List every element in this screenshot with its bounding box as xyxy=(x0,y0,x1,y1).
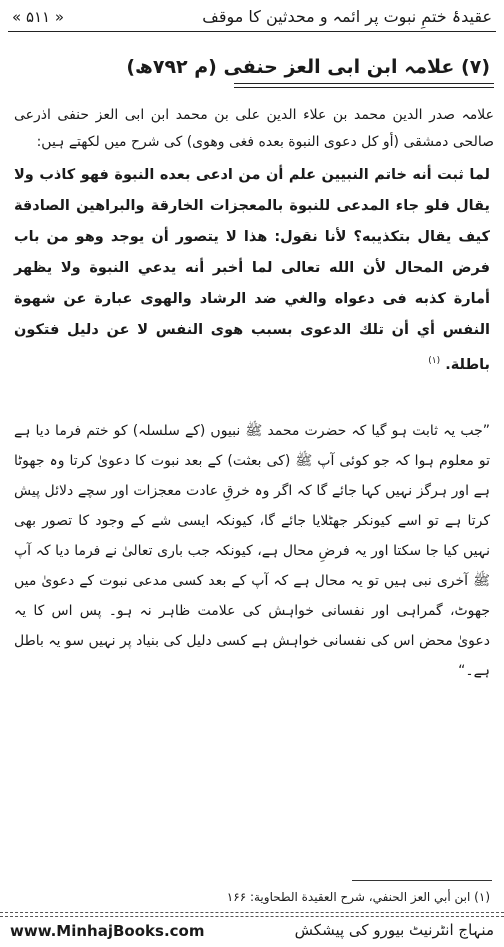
arabic-quote xyxy=(14,160,490,381)
intro-paragraph: علامہ صدر الدین محمد بن علاء الدین علی بن محمد ابن ابی العز حنفی اذرعی صالحی دمشقی (أو كل دعوى النبوة بعده فغی وهوى) کی شرح میں لکھتے ہیں: xyxy=(14,107,494,150)
arabic-quote-text: لما ثبت أنه خاتم النبيين علم أن من ادعى بعده النبوة فهو كاذب ولا يقال فلو جاء المدعى للنبوة بالمعجزات الخارقة والبراهين الصادقة كيف يقال بتكذيبه؟ لأنا نقول: هذا لا يتصور أن يوجد وهو من باب فرض المحال لأن الله تعالى لما أخبر أنه يدعي النبوة ولا يظهر أمارة كذبه فى دعواه والغي ضد الرشاد والهوى عبارة عن شهوة النفس أي أن تلك الدعوى بسبب هوى النفس لا عن دليل فتكون باطلة. xyxy=(14,167,490,373)
running-header xyxy=(10,6,494,32)
heading-underline xyxy=(234,83,494,84)
page-footer xyxy=(10,920,494,944)
footer-rule xyxy=(0,912,504,913)
section-heading-text: (۷) علامہ ابن ابی العز حنفی (م ۷۹۲ھ) xyxy=(126,56,490,78)
page-number: « ۵۱۱ » xyxy=(12,8,65,26)
section-heading xyxy=(126,52,494,88)
publisher-credit: منہاج انٹرنیٹ بیورو کی پیشکش xyxy=(294,921,494,939)
footnote-marker: (۱) xyxy=(428,356,441,366)
header-rule xyxy=(8,31,496,32)
running-title: عقیدۂ ختمِ نبوت پر ائمہ و محدثین کا موقف xyxy=(202,7,492,26)
footer-rule-secondary xyxy=(0,916,504,917)
urdu-translation: ”جب یہ ثابت ہو گیا کہ حضرت محمد ﷺ نبیوں (کے سلسلہ) کو ختم فرما دیا ہے تو معلوم ہوا کہ جو کوئی آپ ﷺ (کی بعثت) کے بعد نبوت کا دعویٰ کرتا وہ جھوٹا ہے اور ہرگز نہیں کہا جائے گا کہ اگر وہ خرقِ عادت معجزات اور سچے دلائل پیش کرتا ہے تو اسے کیونکر جھٹلایا جائے گا، کیونکہ ایسی شے کے وجود کا تصور بھی نہیں کیا جا سکتا اور یہ فرضِ محال ہے، کیونکہ جب باری تعالیٰ نے فرما دیا کہ آپ ﷺ آخری نبی ہیں تو یہ محال ہے کہ آپ کے بعد کسی مدعی نبوت کے دعویٰ میں جھوٹ، گمراہی اور نفسانی خواہش کی علامت ظاہر نہ ہو۔ پس اس کا یہ دعویٰ محض اس کی نفسانی خواہش ہے کسی دلیل کی بنیاد پر نہیں سو یہ باطل ہے۔“ xyxy=(14,423,490,679)
heading-underline-double xyxy=(234,87,494,88)
footnote: (۱) ابن أبي العز الحنفي، شرح العقيدة الطحاوية: ۱۶۶ xyxy=(226,890,490,904)
footnote-separator xyxy=(352,880,492,881)
website-link[interactable]: www.MinhajBooks.com xyxy=(10,922,205,940)
